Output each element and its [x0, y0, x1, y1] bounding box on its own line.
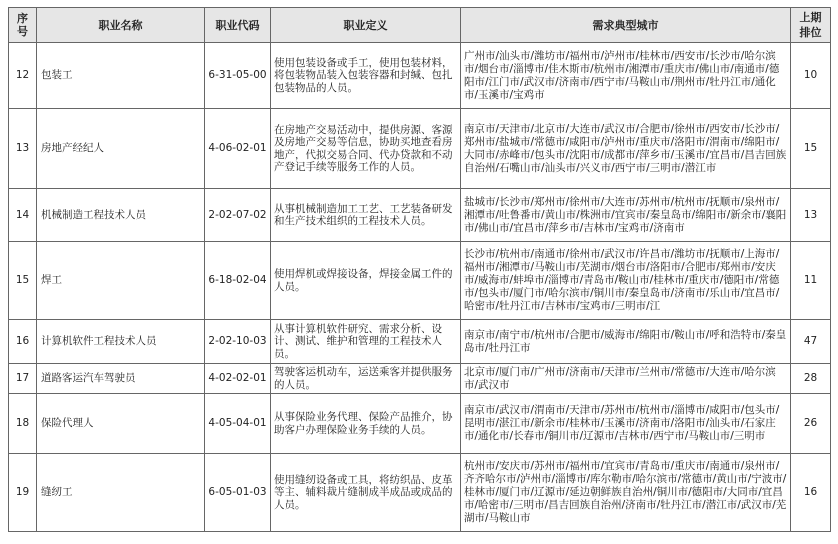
row-definition: 从事保险业务代理、保险产品推介，协助客户办理保险业务手续的人员。: [271, 394, 461, 454]
row-definition: 从事计算机软件研究、需求分析、设计、测试、维护和管理的工程技术人员。: [271, 320, 461, 364]
row-rank: 26: [791, 394, 831, 454]
row-name: 房地产经纪人: [37, 109, 205, 189]
row-name: 缝纫工: [37, 454, 205, 532]
row-definition: 在房地产交易活动中，提供房源、客源及房地产交易等信息，协助买地查看房地产，代拟交易合同、代办贷款和不动产登记手续等服务工作的人员。: [271, 109, 461, 189]
row-definition: 使用缝纫设备或工具，将纺织品、皮革等主、辅料裁片缝制成半成品或成品的人员。: [271, 454, 461, 532]
occupation-demand-table: [8, 7, 831, 532]
table-row: [9, 364, 831, 394]
row-code: 4-02-02-01: [205, 364, 271, 394]
header-definition: 职业定义: [271, 8, 461, 43]
row-name: 机械制造工程技术人员: [37, 189, 205, 242]
table-row: [9, 109, 831, 189]
row-no: 14: [9, 189, 37, 242]
row-name: 计算机软件工程技术人员: [37, 320, 205, 364]
occupation-demand-table-sheet: [8, 7, 830, 532]
table-row: [9, 320, 831, 364]
row-rank: 28: [791, 364, 831, 394]
row-code: 6-05-01-03: [205, 454, 271, 532]
row-cities: 北京市/厦门市/广州市/济南市/天津市/兰州市/常德市/大连市/哈尔滨市/武汉市: [461, 364, 791, 394]
row-no: 18: [9, 394, 37, 454]
row-code: 4-05-04-01: [205, 394, 271, 454]
row-no: 13: [9, 109, 37, 189]
row-code: 4-06-02-01: [205, 109, 271, 189]
header-rank: 上期 排位: [791, 8, 831, 43]
row-definition: 从事机械制造加工工艺、工艺装备研发和生产技术组织的工程技术人员。: [271, 189, 461, 242]
row-cities: 南京市/天津市/北京市/大连市/武汉市/合肥市/徐州市/西安市/长沙市/郑州市/盐城市/常德市/咸阳市/泸州市/重庆市/洛阳市/渭南市/绵阳市/大同市/赤峰市/包头市/沈阳市/成都市/萍乡市/玉溪市/宜昌市/昌吉回族自治州/石嘴山市/汕头市/兴义市/西宁市/三明市/潜江市: [461, 109, 791, 189]
row-cities: 南京市/武汉市/渭南市/天津市/苏州市/杭州市/淄博市/咸阳市/包头市/昆明市/湛江市/新余市/桂林市/玉溪市/济南市/洛阳市/汕头市/石家庄市/通化市/长春市/铜川市/辽源市/吉林市/西宁市/马鞍山市/三明市: [461, 394, 791, 454]
row-cities: 南京市/南宁市/杭州市/合肥市/威海市/绵阳市/鞍山市/呼和浩特市/秦皇岛市/牡丹江市: [461, 320, 791, 364]
table-row: [9, 394, 831, 454]
row-name: 保险代理人: [37, 394, 205, 454]
row-rank: 15: [791, 109, 831, 189]
row-definition: 使用焊机或焊接设备，焊接金属工件的人员。: [271, 242, 461, 320]
row-rank: 13: [791, 189, 831, 242]
row-code: 6-31-05-00: [205, 43, 271, 109]
row-no: 15: [9, 242, 37, 320]
row-rank: 47: [791, 320, 831, 364]
row-rank: 11: [791, 242, 831, 320]
table-row: [9, 189, 831, 242]
row-definition: 使用包装设备或手工，使用包装材料，将包装物品装入包装容器和封缄、包扎包装物品的人员。: [271, 43, 461, 109]
row-no: 19: [9, 454, 37, 532]
row-no: 17: [9, 364, 37, 394]
row-no: 12: [9, 43, 37, 109]
row-code: 2-02-07-02: [205, 189, 271, 242]
row-definition: 驾驶客运机动车，运送乘客并提供服务的人员。: [271, 364, 461, 394]
header-cities: 需求典型城市: [461, 8, 791, 43]
row-no: 16: [9, 320, 37, 364]
row-cities: 广州市/汕头市/潍坊市/福州市/泸州市/桂林市/西安市/长沙市/哈尔滨市/烟台市/淄博市/佳木斯市/杭州市/湘潭市/重庆市/佛山市/南通市/德阳市/江门市/武汉市/济南市/西宁市/马鞍山市/荆州市/牡丹江市/通化市/玉溪市/宝鸡市: [461, 43, 791, 109]
row-cities: 杭州市/安庆市/苏州市/福州市/宜宾市/青岛市/重庆市/南通市/泉州市/齐齐哈尔市/泸州市/淄博市/库尔勒市/哈尔滨市/常德市/黄山市/宁波市/桂林市/厦门市/辽源市/延边朝鲜族自治州/铜川市/德阳市/大同市/宜昌市/哈密市/三明市/昌吉回族自治州/济南市/牡丹江市/潜江市/武汉市/芜湖市/马鞍山市: [461, 454, 791, 532]
row-cities: 长沙市/杭州市/南通市/徐州市/武汉市/许昌市/潍坊市/抚顺市/上海市/福州市/湘潭市/马鞍山市/芜湖市/烟台市/洛阳市/合肥市/郑州市/安庆市/威海市/蚌埠市/淄博市/青岛市/鞍山市/桂林市/重庆市/德阳市/常德市/包头市/厦门市/哈尔滨市/铜川市/秦皇岛市/济南市/乐山市/宜昌市/哈密市/牡丹江市/吉林市/宝鸡市/三明市/江: [461, 242, 791, 320]
row-code: 2-02-10-03: [205, 320, 271, 364]
row-rank: 16: [791, 454, 831, 532]
header-name: 职业名称: [37, 8, 205, 43]
table-row: [9, 43, 831, 109]
row-cities: 盐城市/长沙市/郑州市/徐州市/大连市/苏州市/杭州市/抚顺市/泉州市/湘潭市/吐鲁番市/黄山市/株洲市/宜宾市/秦皇岛市/绵阳市/新余市/襄阳市/佛山市/宜昌市/萍乡市/吉林市/宝鸡市/济南市: [461, 189, 791, 242]
row-rank: 10: [791, 43, 831, 109]
row-name: 道路客运汽车驾驶员: [37, 364, 205, 394]
table-header-row: [9, 8, 831, 43]
table-row: [9, 454, 831, 532]
header-no: 序号: [9, 8, 37, 43]
table-row: [9, 242, 831, 320]
row-name: 包装工: [37, 43, 205, 109]
row-name: 焊工: [37, 242, 205, 320]
row-code: 6-18-02-04: [205, 242, 271, 320]
header-code: 职业代码: [205, 8, 271, 43]
